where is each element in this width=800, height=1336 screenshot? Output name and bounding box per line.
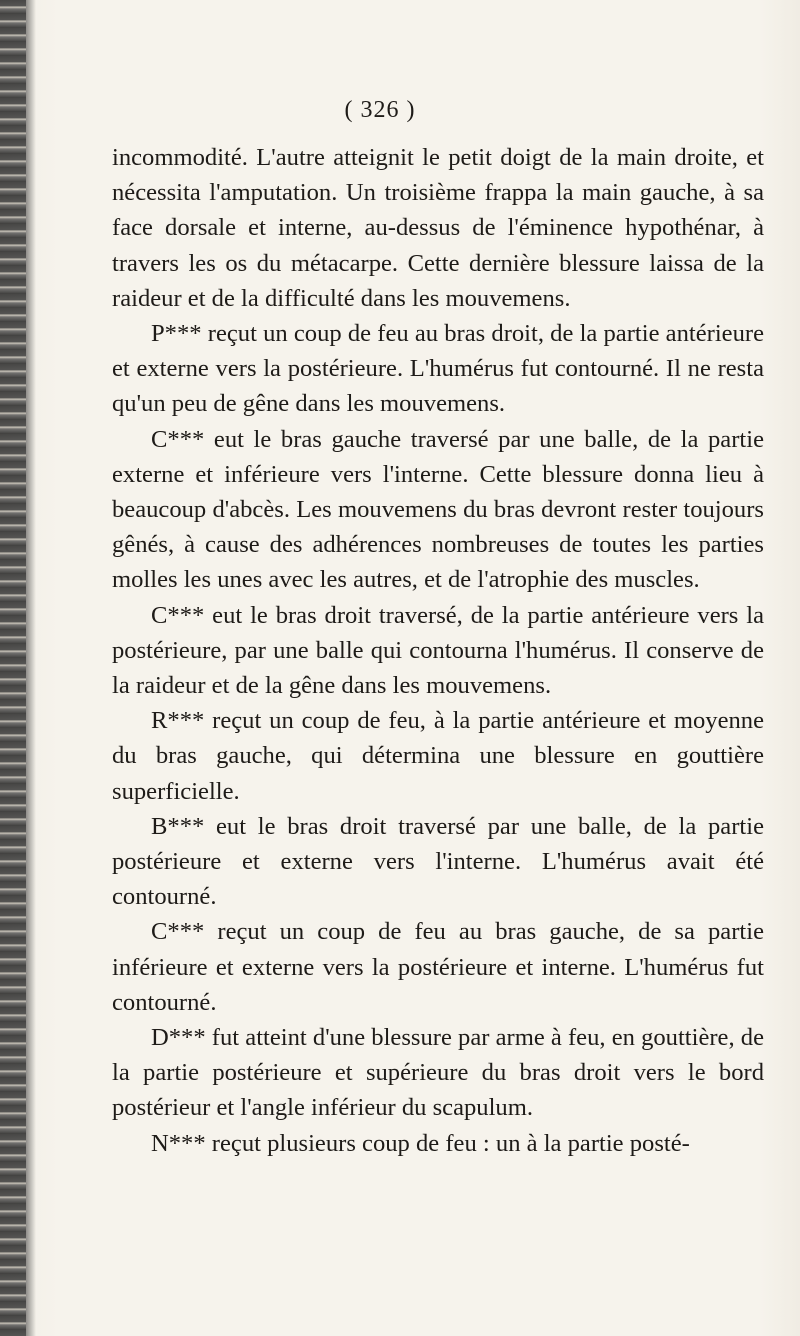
- body-text: [112, 140, 764, 1161]
- paragraph-case-d: D*** fut atteint d'une blessure par arme à feu, en gouttière, de la partie postérieure et supérieure du bras droit vers le bord postérieur et l'angle inférieur du scapulum.: [112, 1024, 764, 1122]
- paragraph-case-c-second: C*** reçut un coup de feu au bras gauche, de sa partie inférieure et externe vers la postérieure et interne. L'humérus fut contourné.: [112, 918, 764, 1016]
- book-binding-edge: [0, 0, 26, 1336]
- paragraph-case-c-right-arm: C*** eut le bras droit traversé, de la partie antérieure vers la postérieure, par une balle qui contourna l'humérus. Il conserve de la raideur et de la gêne dans les mouvemens.: [112, 601, 764, 700]
- paragraph-case-n: N*** reçut plusieurs coup de feu : un à la partie posté-: [151, 1129, 690, 1157]
- paragraph-case-p: P*** reçut un coup de feu au bras droit, de la partie antérieure et externe vers la postérieure. L'humérus fut contourné. Il ne resta qu'un peu de gêne dans les mouvemens.: [112, 320, 764, 418]
- paragraph-continuation: incommodité. L'autre atteignit le petit doigt de la main droite, et nécessita l'amputation. Un troisième frappa la main gauche, à sa face dorsale et interne, au-dessus de l'éminence hypothénar, à travers les os du métacarpe. Cette dernière blessure laissa de la raideur et de la difficulté dans les mouvemens.: [112, 144, 764, 312]
- paragraph-case-c-left-arm: C*** eut le bras gauche traversé par une balle, de la partie externe et inférieure vers l'interne. Cette blessure donna lieu à beaucoup d'abcès. Les mouvemens du bras devront rester toujours gênés, à cause des adhérences nombreuses de toutes les parties molles les unes avec les autres, et de l'atrophie des muscles.: [112, 425, 764, 594]
- binding-shadow: [26, 0, 36, 1336]
- paragraph-case-b: B*** eut le bras droit traversé par une balle, de la partie postérieure et externe vers l'interne. L'humérus avait été contourné.: [112, 812, 764, 911]
- page-number: ( 326 ): [344, 97, 416, 123]
- paragraph-case-r: R*** reçut un coup de feu, à la partie antérieure et moyenne du bras gauche, qui détermina une blessure en gouttière superficielle.: [112, 707, 764, 805]
